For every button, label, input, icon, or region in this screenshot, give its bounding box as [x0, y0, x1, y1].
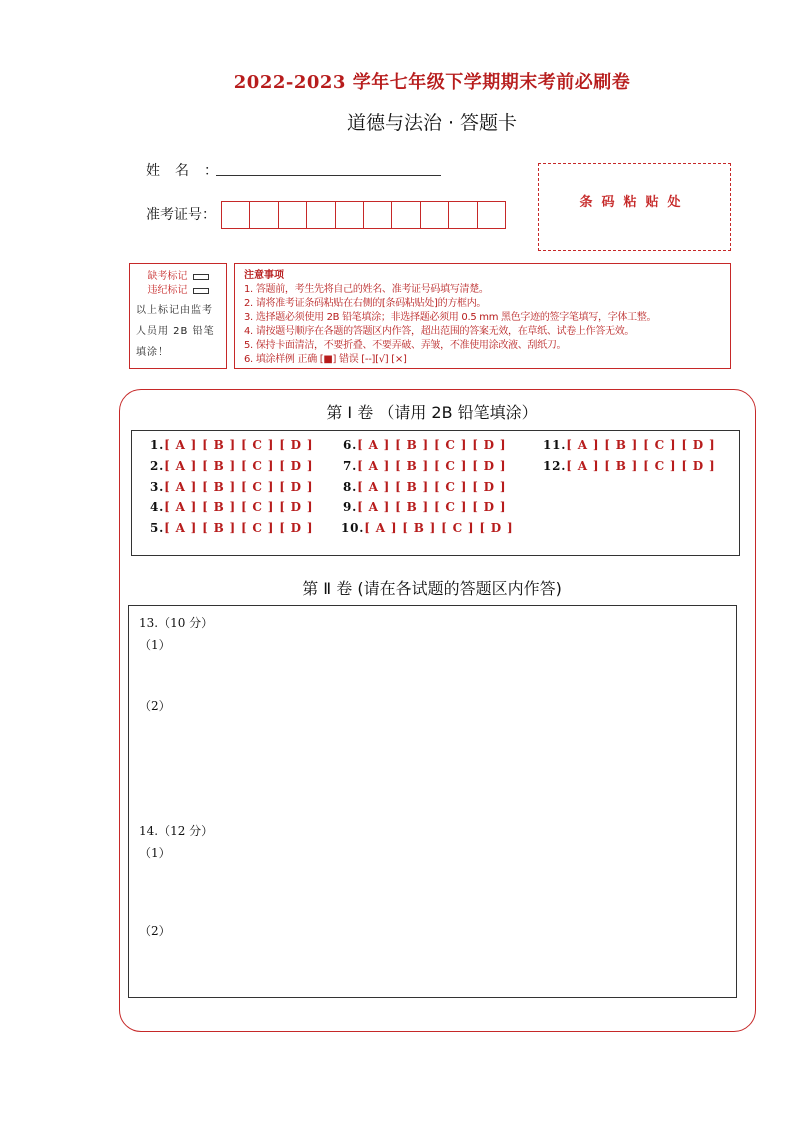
mc-question-number: 7. [343, 458, 358, 473]
q14-part2-label: （2） [139, 924, 171, 938]
absent-mark-row [136, 270, 220, 284]
exam-id-cell[interactable] [448, 201, 477, 229]
notice-item: 4. 请按题号顺序在各题的答题区内作答，超出范围的答案无效，在草纸、试卷上作答无效。 [244, 326, 635, 337]
notice-item: 5. 保持卡面清洁，不要折叠、不要弄破、弄皱，不准使用涂改液、刮纸刀。 [244, 340, 567, 351]
notice-title: 注意事项 [244, 270, 284, 281]
barcode-area [538, 163, 731, 251]
mc-question-4[interactable] [150, 500, 313, 514]
mc-question-number: 6. [343, 438, 358, 452]
mc-question-7[interactable] [343, 459, 506, 473]
q14-part1-label: （1） [139, 846, 171, 860]
legend-note: 以上标记由监考人员用 2B 铅笔填涂！ [136, 305, 215, 358]
mc-options[interactable]: [ A ] [ B ] [ C ] [ D ] [164, 521, 314, 536]
mc-options[interactable]: [ A ] [ B ] [ C ] [ D ] [164, 458, 314, 473]
name-label: 姓名： [146, 163, 233, 179]
mc-options[interactable]: [ A ] [ B ] [ C ] [ D ] [357, 458, 507, 473]
mc-question-1[interactable] [150, 438, 313, 452]
mc-question-11[interactable] [543, 438, 715, 452]
exam-id-cell[interactable] [221, 201, 250, 229]
name-field[interactable] [216, 175, 441, 176]
q14-label: 14.（12 分） [139, 824, 214, 838]
violation-mark-row [136, 284, 220, 298]
mc-question-number: 9. [343, 500, 358, 515]
exam-id-cell[interactable] [249, 201, 278, 229]
mc-question-number: 2. [150, 458, 165, 473]
mc-options[interactable]: [ A ] [ B ] [ C ] [ D ] [357, 500, 507, 515]
exam-id-cells[interactable] [222, 201, 506, 229]
mc-question-2[interactable] [150, 459, 313, 473]
absent-label: 缺考标记 [147, 271, 188, 282]
mc-question-number: 3. [150, 479, 165, 494]
section2-title: 第 Ⅱ 卷 (请在各试题的答题区内作答) [302, 579, 562, 598]
exam-id-cell[interactable] [306, 201, 335, 229]
mc-question-12[interactable] [543, 459, 715, 473]
mc-options[interactable]: [ A ] [ B ] [ C ] [ D ] [566, 458, 716, 473]
mc-question-number: 1. [150, 438, 165, 452]
notice-item: 1. 答题前，考生先将自己的姓名、准考证号码填写清楚。 [244, 284, 489, 295]
mc-question-10[interactable] [341, 521, 513, 535]
marking-legend [129, 263, 227, 369]
mc-question-6[interactable] [343, 438, 506, 452]
mc-options[interactable]: [ A ] [ B ] [ C ] [ D ] [164, 438, 314, 452]
exam-id-cell[interactable] [363, 201, 392, 229]
barcode-label: 条码粘贴处 [579, 194, 690, 210]
notice-item: 3. 选择题必须使用 2B 铅笔填涂；非选择题必须用 0.5 mm 黑色字迹的签字笔填写，字体工整。 [244, 312, 657, 323]
absent-mark-box[interactable] [193, 274, 209, 280]
exam-id-cell[interactable] [278, 201, 307, 229]
mc-options[interactable]: [ A ] [ B ] [ C ] [ D ] [566, 438, 716, 452]
exam-id-cell[interactable] [335, 201, 364, 229]
mc-question-number: 12. [543, 458, 567, 473]
mc-question-number: 8. [343, 479, 358, 494]
card-title: 2022-2023 学年七年级下学期期末考前必刷卷 [233, 72, 631, 93]
mc-question-9[interactable] [343, 500, 506, 514]
q13-part1-label: （1） [139, 638, 171, 652]
notice-item: 6. 填涂样例 正确 [■] 错误 [--][√] [×] [244, 354, 407, 365]
mc-question-3[interactable] [150, 480, 313, 494]
mc-options[interactable]: [ A ] [ B ] [ C ] [ D ] [357, 479, 507, 494]
mc-question-number: 10. [341, 521, 365, 536]
mc-options[interactable]: [ A ] [ B ] [ C ] [ D ] [164, 479, 314, 494]
card-subtitle: 道德与法治 · 答题卡 [346, 112, 518, 134]
exam-id-cell[interactable] [477, 201, 506, 229]
exam-id-cell[interactable] [420, 201, 449, 229]
violation-mark-box[interactable] [193, 288, 209, 294]
notice-item: 2. 请将准考证条码粘贴在右侧的[条码粘贴处]的方框内。 [244, 298, 487, 309]
violation-label: 违纪标记 [147, 285, 188, 296]
mc-question-5[interactable] [150, 521, 313, 535]
mc-options[interactable]: [ A ] [ B ] [ C ] [ D ] [164, 500, 314, 515]
mc-question-number: 11. [543, 438, 567, 452]
mc-question-8[interactable] [343, 480, 506, 494]
exam-id-cell[interactable] [391, 201, 420, 229]
q13-part2-label: （2） [139, 699, 171, 713]
mc-options[interactable]: [ A ] [ B ] [ C ] [ D ] [364, 521, 514, 536]
mc-question-number: 5. [150, 521, 165, 536]
exam-id-label: 准考证号： [146, 207, 216, 223]
q13-label: 13.（10 分） [139, 616, 214, 630]
section1-title: 第 Ⅰ 卷 （请用 2B 铅笔填涂） [326, 403, 538, 422]
notice-box [234, 263, 731, 369]
essay-answer-box[interactable] [128, 605, 737, 998]
mc-question-number: 4. [150, 500, 165, 515]
mc-options[interactable]: [ A ] [ B ] [ C ] [ D ] [357, 438, 507, 452]
